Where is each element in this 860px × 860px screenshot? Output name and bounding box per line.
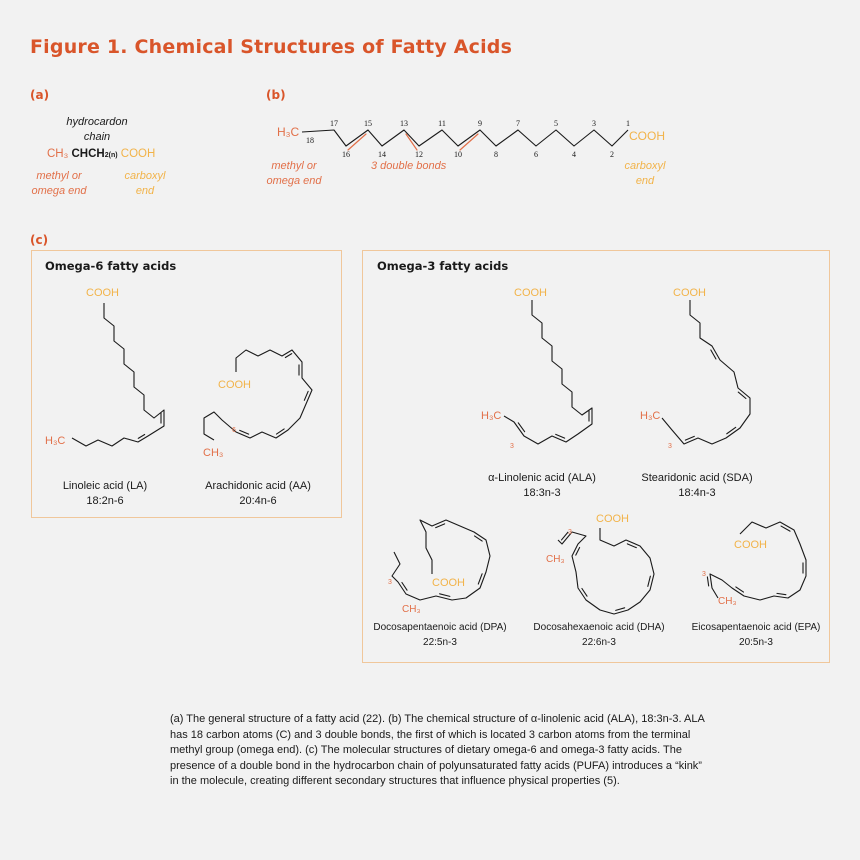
sda-pos-3: 3 xyxy=(668,443,672,450)
hydrocarbon-label-1: hydrocardon xyxy=(66,116,128,128)
aa-pos-6: 6 xyxy=(232,427,236,434)
double-bond xyxy=(616,608,625,611)
panel-c-label: (c) xyxy=(30,233,49,247)
carbon-number-15: 15 xyxy=(364,119,372,128)
carbon-number-1: 1 xyxy=(626,119,630,128)
double-bond xyxy=(285,354,291,358)
a-methyl-label-2: omega end xyxy=(31,185,87,197)
aa-chain xyxy=(204,350,312,440)
double-bond xyxy=(727,427,736,433)
figure-title: Figure 1. Chemical Structures of Fatty Acids xyxy=(30,36,513,58)
hydrocarbon-label-2: chain xyxy=(83,131,111,143)
carbon-number-10: 10 xyxy=(454,150,462,159)
dpa-cooh: COOH xyxy=(432,577,465,589)
b-carboxyl-label-1: carboxyl xyxy=(624,160,666,172)
ala-linear-chain xyxy=(302,130,628,146)
b-h3c: H₃C xyxy=(277,125,300,139)
dpa-pos-3: 3 xyxy=(388,579,392,586)
panel-a-label: (a) xyxy=(30,88,50,102)
b-double-bonds-label: 3 double bonds xyxy=(371,160,447,172)
ala-cooh: COOH xyxy=(514,287,547,299)
sda-cooh: COOH xyxy=(673,287,706,299)
epa-pos-3: 3 xyxy=(702,571,706,578)
sda-formula: 18:4n-3 xyxy=(678,487,716,499)
formula-cooh: COOH xyxy=(120,148,156,160)
carbon-number-2: 2 xyxy=(610,150,614,159)
b-carboxyl-label-2: end xyxy=(635,175,655,187)
dha-pos-3: 3 xyxy=(568,529,572,536)
carbon-number-6: 6 xyxy=(534,150,538,159)
double-bond xyxy=(777,593,786,594)
aa-name-text: Arachidonic acid (AA) xyxy=(205,480,311,492)
double-bond xyxy=(648,576,651,586)
epa-chain xyxy=(710,522,806,600)
aa-cooh: COOH xyxy=(218,379,251,391)
ala-formula: 18:3n-3 xyxy=(523,487,561,499)
dha-name-text: Docosahexaenoic acid (DHA) xyxy=(533,622,665,633)
figure-caption: (a) The general structure of a fatty acid (22). (b) The chemical structure of α-linolenic acid (ALA), 18:3n-3. ALA has 18 carbon atoms (C) and 3 double bonds, the first of which is located 3 carbon atoms from the terminal methyl group (omega end). (c) The molecular structures of dietary omega-6 and omega-3 fatty acids. The presence of a double bond in the hydrocarbon chain of polyunsaturated fatty acids (PUFA) introduces a “kink” in the molecule, creating different secondary structures that influence physical properties (5). xyxy=(170,713,705,787)
aa-formula: 20:4n-6 xyxy=(239,495,277,507)
epa-cooh: COOH xyxy=(734,539,767,551)
epa-formula: 20:5n-3 xyxy=(739,637,773,648)
carbon-number-7: 7 xyxy=(516,119,520,128)
sda-name-text: Stearidonic acid (SDA) xyxy=(641,472,753,484)
la-formula: 18:2n-6 xyxy=(86,495,124,507)
la-h3c: H₃C xyxy=(45,435,66,447)
aa-ch3: CH₃ xyxy=(203,447,224,459)
a-carboxyl-label-1: carboxyl xyxy=(124,170,166,182)
double-bond xyxy=(138,435,144,439)
carbon-number-13: 13 xyxy=(400,119,408,128)
carbon-number-8: 8 xyxy=(494,150,498,159)
a-carboxyl-label-2: end xyxy=(135,185,155,197)
carbon-number-11: 11 xyxy=(438,119,446,128)
carbon-number-16: 16 xyxy=(342,150,350,159)
carbon-number-12: 12 xyxy=(415,150,423,159)
la-name-text: Linoleic acid (LA) xyxy=(62,480,148,492)
la-chain xyxy=(72,303,164,446)
ala-chain xyxy=(504,300,592,444)
epa-ch3: CH₃ xyxy=(718,596,737,607)
epa-name-text: Eicosapentaenoic acid (EPA) xyxy=(691,622,821,633)
b-methyl-label-1: methyl or xyxy=(271,160,317,172)
dha-chain xyxy=(558,528,654,614)
a-methyl-label-1: methyl or xyxy=(36,170,82,182)
panel-b-label: (b) xyxy=(266,88,286,102)
carbon-number-3: 3 xyxy=(592,119,596,128)
carbon-number-4: 4 xyxy=(572,150,576,159)
b-cooh: COOH xyxy=(629,129,665,143)
sda-chain xyxy=(662,300,750,444)
dha-formula: 22:6n-3 xyxy=(582,637,616,648)
carbon-number-14: 14 xyxy=(378,150,386,159)
omega3-title: Omega-3 fatty acids xyxy=(377,259,509,273)
sda-h3c: H₃C xyxy=(640,410,661,422)
dpa-ch3: CH₃ xyxy=(402,604,421,615)
double-bond xyxy=(518,423,524,432)
dpa-name-text: Docosapentaenoic acid (DPA) xyxy=(373,622,507,633)
formula-subscript: 2(n) xyxy=(104,152,118,159)
la-cooh: COOH xyxy=(86,287,119,299)
dha-ch3: CH₃ xyxy=(546,554,565,565)
formula-ch3: CH₃ xyxy=(47,148,69,160)
ala-name-text: α-Linolenic acid (ALA) xyxy=(488,472,596,484)
carbon-number-17: 17 xyxy=(330,119,338,128)
b-methyl-label-2: omega end xyxy=(266,175,322,187)
omega6-title: Omega-6 fatty acids xyxy=(45,259,177,273)
formula-chain: CHCH xyxy=(71,148,105,160)
dha-cooh: COOH xyxy=(596,513,629,525)
double-bond xyxy=(440,594,450,597)
ala-h3c: H₃C xyxy=(481,410,502,422)
dpa-formula: 22:5n-3 xyxy=(423,637,457,648)
double-bond xyxy=(576,548,580,556)
ala-pos-3: 3 xyxy=(510,443,514,450)
carbon-number-18: 18 xyxy=(306,136,314,145)
carbon-number-9: 9 xyxy=(478,119,482,128)
double-bond xyxy=(707,577,708,586)
carbon-number-5: 5 xyxy=(554,119,558,128)
